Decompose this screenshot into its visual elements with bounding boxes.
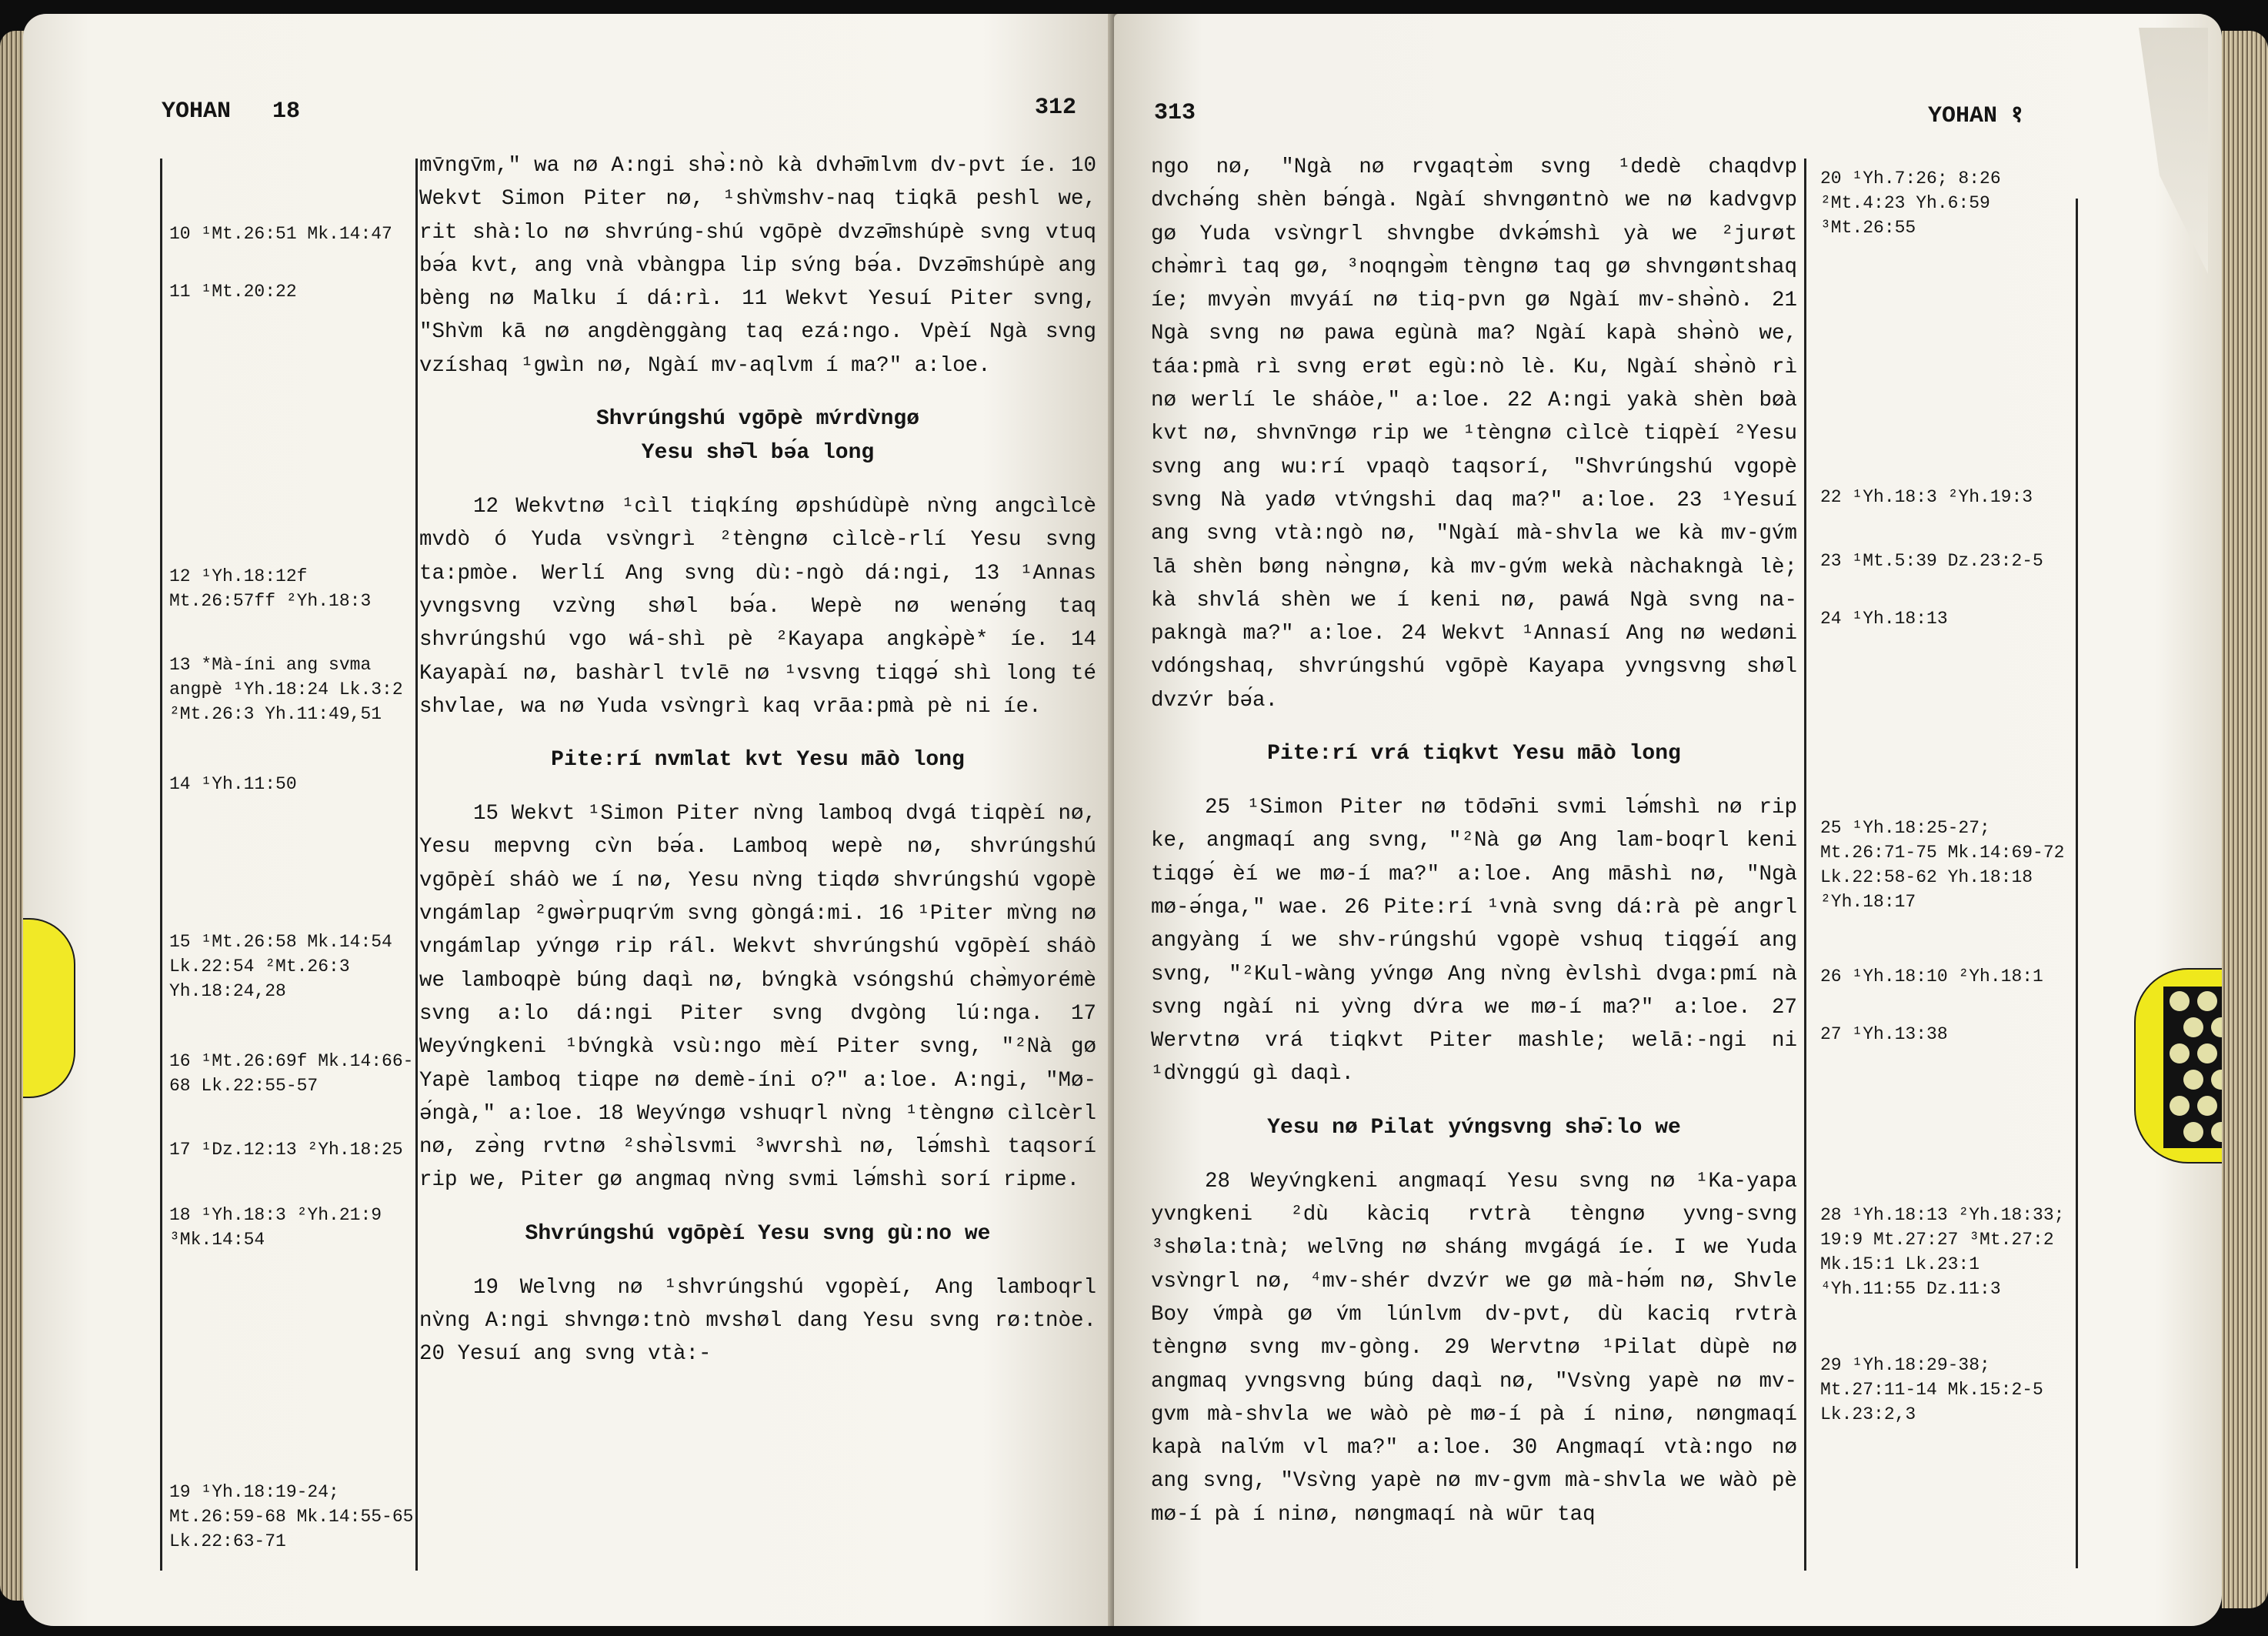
right-reference-note xyxy=(1820,1203,2064,1301)
tab-dot xyxy=(2170,1096,2190,1116)
right-column-rule xyxy=(1804,159,1806,1571)
left-text-column xyxy=(419,149,1096,1371)
right-reference-note xyxy=(1820,485,2033,509)
right-reference-text: 25 ¹Yh.18:25-27; Mt.26:71-75 Mk.14:69-72 Lk.22:58-62 Yh.18:18 ²Yh.18:17 xyxy=(1820,818,2065,912)
left-reference-text: 15 ¹Mt.26:58 Mk.14:54 Lk.22:54 ²Mt.26:3 Yh.18:24,28 xyxy=(169,932,392,1001)
section-heading: Shvrúngshú vgōpèí Yesu svng gù:no we xyxy=(525,1221,991,1246)
right-margin-rule xyxy=(2076,199,2078,1568)
right-reference-text: 24 ¹Yh.18:13 xyxy=(1820,609,1948,629)
section-spacer xyxy=(419,470,1096,490)
right-reference-text: 26 ¹Yh.18:10 ²Yh.18:1 xyxy=(1820,967,2043,987)
left-reference-note xyxy=(169,1480,413,1554)
verse-paragraph: 19 Welvng nø ¹shvrúngshú vgopèí, Ang lamboqrl nv̀ng A:ngi shvngø:tnò mvshøl dang Yesu svng rø:tnòe. 20 Yesuí ang svng vtà:- xyxy=(419,1275,1096,1367)
left-reference-text: 14 ¹Yh.11:50 xyxy=(169,774,297,794)
verse-paragraph: 15 Wekvt ¹Simon Piter nv̀ng lamboq dvgá tiqpèí nø, Yesu mepvng cv̀n bə́a. Lamboq wepè nø, shvrúngshú vgōpèí sháò we í nø, Yesu nv̀ng tiqdø shvrúngshú vgopè vngámlap ²gwə̀rpuqrv́m svng gòngá:mi. 16 ¹Piter mv̀ng nø vngámlap yv́ngø rip rál. Wekvt shvrúngshú vgōpèí sháò we lamboqpè búng daqì nø, bv́ngkà vsóngshú chə̀myorémè svng a:lo dá:ngi Piter svng dvgòng lú:nga. 17 Weyv́ngkeni ¹bv́ngkà vsù:ngo mèí Piter svng, "²Nà gø Yapè lamboq tiqpe nø demè-íni o?" a:loe. A:ngi, "Mø-ə́ngà," a:loe. 18 Weyv́ngø vshuqrl nv̀ng ¹tèngnø cìlcèrl nø, zə̀ng rvtnø ²shə̀lsvmi ³wvrshì nø, lə́mshì taqsorí rip we, Piter gø angmaq nv̀ng svmi lə́mshì sorí ripme. xyxy=(419,802,1096,1193)
left-reference-note xyxy=(169,653,403,726)
section-heading: Yesu nø Pilat yv́ngsvng shə̄:lo we xyxy=(1267,1115,1681,1140)
verse-paragraph: mv̄ngv̄m," wa nø A:ngi shə̀:nò kà dvhə̄mlvm dv-pvt íe. 10 Wekvt Simon Piter nø, ¹shv̀mshv-naq tiqkā peshl we, rit shà:lo nø shvrúng-shú vgōpè dvzə̄mshúpè svng vtuq bə́a kvt, ang vnà vbàngpa lip sv́ng bə́a. Dvzə̄mshúpè ang bèng nø Malku í dá:rì. 11 Wekvt Yesuí Piter svng, "Shv̀m kā nø angdènggàng taq ezá:ngo. Vpèí Ngà svng vzíshaq ¹gwìn nø, Ngàí mv-aqlvm í ma?" a:loe. xyxy=(419,154,1096,378)
left-margin-rule xyxy=(160,159,162,1571)
tab-dot xyxy=(2211,1070,2222,1090)
right-page-number: 313 xyxy=(1154,100,1196,126)
right-reference-text: 28 ¹Yh.18:13 ²Yh.18:33; 19:9 Mt.27:27 ³Mt.27:2 Mk.15:1 Lk.23:1 ⁴Yh.11:55 Dz.11:3 xyxy=(1820,1205,2065,1299)
left-reference-text: 16 ¹Mt.26:69f Mk.14:66- 68 Lk.22:55-57 xyxy=(169,1051,414,1096)
right-reference-note xyxy=(1820,166,2001,240)
tab-dot xyxy=(2197,991,2217,1011)
left-running-title xyxy=(162,98,300,125)
section-spacer xyxy=(1151,1145,1797,1165)
left-page-number: 312 xyxy=(1035,95,1077,121)
left-reference-text: 18 ¹Yh.18:3 ²Yh.21:9 ³Mk.14:54 xyxy=(169,1205,382,1250)
right-book-name: YOHAN xyxy=(1928,103,1998,129)
left-reference-text: 17 ¹Dz.12:13 ²Yh.18:25 xyxy=(169,1140,403,1160)
section-heading: Pite:rí nvmlat kvt Yesu māò long xyxy=(551,748,965,773)
right-reference-text: 22 ¹Yh.18:3 ²Yh.19:3 xyxy=(1820,487,2033,507)
left-page xyxy=(23,14,1114,1626)
left-column-rule xyxy=(415,159,418,1571)
left-reference-text: 13 *Mà-íni ang svma angpè ¹Yh.18:24 Lk.3:2 ²Mt.26:3 Yh.11:49,51 xyxy=(169,655,403,724)
tab-dot xyxy=(2211,1122,2222,1142)
tab-dot xyxy=(2197,1043,2217,1063)
right-reference-note xyxy=(1820,549,2043,573)
right-reference-text: 27 ¹Yh.13:38 xyxy=(1820,1024,1948,1044)
tab-dot xyxy=(2197,1096,2217,1116)
tab-dot xyxy=(2170,1043,2190,1063)
left-reference-text: 19 ¹Yh.18:19-24; Mt.26:59-68 Mk.14:55-65 Lk.22:63-71 xyxy=(169,1482,414,1551)
tab-dot-pattern xyxy=(2163,987,2222,1148)
left-chapter-number: 18 xyxy=(272,98,301,125)
verse-paragraph: 25 ¹Simon Piter nø tōdə̄ni svmi lə́mshì nø rip ke, angmaqí ang svng, "²Nà gø Ang lam-boqrl keni tiqgə́ èí we mø-í ma?" a:loe. Ang māshì nø, "Ngà mø-ə́nga," wae. 26 Pite:rí ¹vnà svng dá:rà pè angrl angyàng í we shv-rúngshú vgopè vshuq tiqgə́í ang svng, "²Kul-wàng yv́ngø Ang nv̀ng èvlshì dvga:pmí nà svng ngàí ni yv̀ng dv́ra we mø-í ma?" a:loe. 27 Wervtnø vrá tiqkvt Piter mashle; welā:-ngi ni ¹dv̀nggú gì daqì. xyxy=(1151,796,1797,1087)
right-reference-note xyxy=(1820,1022,1948,1047)
right-page-edges xyxy=(2222,31,2268,1608)
left-reference-note xyxy=(169,564,371,613)
right-page xyxy=(1114,14,2222,1626)
page-corner-fold xyxy=(2139,28,2208,274)
left-reference-note xyxy=(169,279,297,304)
right-reference-text: 20 ¹Yh.7:26; 8:26 ²Mt.4:23 Yh.6:59 ³Mt.26:55 xyxy=(1820,169,2001,238)
right-reference-note xyxy=(1820,1353,2043,1427)
section-spacer xyxy=(419,1251,1096,1271)
left-reference-text: 12 ¹Yh.18:12f Mt.26:57ff ²Yh.18:3 xyxy=(169,566,372,611)
left-reference-note xyxy=(169,222,392,246)
left-reference-text: 10 ¹Mt.26:51 Mk.14:47 xyxy=(169,224,392,244)
right-reference-note xyxy=(1820,606,1948,631)
left-reference-note xyxy=(169,772,297,796)
section-heading: Shvrúngshú vgōpè mv́rdv̀ngø Yesu shə̄l bə́a long xyxy=(595,407,920,466)
right-reference-text: 29 ¹Yh.18:29-38; Mt.27:11-14 Mk.15:2-5 Lk.23:2,3 xyxy=(1820,1355,2043,1424)
left-reference-note xyxy=(169,930,392,1003)
tab-dot xyxy=(2211,1017,2222,1037)
tab-dot xyxy=(2183,1017,2203,1037)
section-heading: Pite:rí vrá tiqkvt Yesu māò long xyxy=(1267,742,1681,766)
verse-paragraph: ngo nø, "Ngà nø rvgaqtə̀m svng ¹dedè chaqdvp dvchə́ng shèn bə́ngà. Ngàí shvngøntnò we nø kadvgvp gø Yuda vsv̀ngrl shvngbe dvkə́mshì yà we ²jurøt chə̀mrì taq gø, ³noqngə̀m tèngnø taq gø shvngøntshaq íe; mvyə̀n mvyáí nø tiq-pvn gø Ngàí mv-shə̀nò. 21 Ngà svng nø pawa egùnà ma? Ngàí kapà shə̀nò we, táa:pmà rì svng erøt egù:nò lè. Ku, Ngàí shə̀nò rì nø werlí le sháòe," a:loe. 22 A:ngi yakà shèn bøà kvt nø, shvnv̄ngø rip we ¹tèngnø cìlcè tiqpèí ²Yesu svng ang wu:rí vpaqò taqsorí, "Shvrúngshú vgopè svng Nà yadø vtv́ngshi daq ma?" a:loe. 23 ¹Yesuí ang svng vtà:ngò nø, "Ngàí mà-shvla we kà mv-gv́m lā shèn bøng nə̀ngnø, kà mv-gv́m wekà nàchakngà lè; kà shvlá shèn we í keni nø, pawá Ngà svng na-pakngà ma?" a:loe. 24 Wekvt ¹Annasí Ang nø wedøni vdóngshaq, shvrúngshú vgōpè Kayapa yvngsvng shøl dvzv́r bə́a. xyxy=(1151,155,1797,713)
right-running-title xyxy=(1928,97,2023,129)
left-reference-text: 11 ¹Mt.20:22 xyxy=(169,282,297,302)
left-yellow-tab xyxy=(23,918,75,1098)
section-spacer xyxy=(1151,1091,1797,1111)
verse-paragraph: 12 Wekvtnø ¹cìl tiqkíng øpshúdùpè nv̀ng angcìlcè mvdò ó Yuda vsv̀ngrì ²tèngnø cìlcè-rlí Yesu svng ta:pmòe. Werlí Ang svng dù:-ngò dá:ngi, 13 ¹Annas yvngsvng vzv̀ng shøl bə́a. Wepè nø wenə́ng taq shvrúngshú vgo wá-shì pè ²Kayapa angkə̀pè* íe. 14 Kayapàí nø, bashàrl tvlē nø ¹vsvng tiqgə́ shì long té shvlae, wa nø Yuda vsv̀ngrì kaq vrāa:pmà pè ni íe. xyxy=(419,495,1096,719)
left-reference-note xyxy=(169,1049,413,1098)
section-spacer xyxy=(1151,717,1797,737)
right-reference-note xyxy=(1820,964,2043,989)
right-reference-text: 23 ¹Mt.5:39 Dz.23:2-5 xyxy=(1820,551,2043,571)
tab-dot xyxy=(2183,1122,2203,1142)
section-spacer xyxy=(419,777,1096,797)
right-yellow-tab xyxy=(2134,968,2222,1164)
left-book-name: YOHAN xyxy=(162,98,232,125)
right-chapter-number: १ xyxy=(2011,103,2023,129)
left-reference-note xyxy=(169,1137,403,1162)
right-reference-note xyxy=(1820,816,2064,914)
section-spacer xyxy=(419,382,1096,402)
section-spacer xyxy=(1151,771,1797,791)
verse-paragraph: 28 Weyv́ngkeni angmaqí Yesu svng nø ¹Ka-yapa yvngkeni ²dù kàciq rvtrà tèngnø yvng-svng ³shøla:tnà; welv̄ng nø sháng mvgágá íe. I we Yuda vsv̀ngrl nø, ⁴mv-shér dvzv́r we gø mà-hə́m nø, Shvle Boy v́mpà gø v́m lúnlvm dv-pvt, dù kaciq rvtrà tèngnø svng mv-gòng. 29 Wervtnø ¹Pilat dùpè nø angmaq yvngsvng búng daqì nø, "Vsv̀ng yapè nø mv-gvm mà-shvla we wàò pè mø-í pà í ninø, nøngmaqí kapà nalv́m vl ma?" a:loe. 30 Angmaqí vtà:ngo nø ang svng, "Vsv̀ng yapè nø mv-gvm mà-shvla we wàò pè mø-í pà í ninø, nøngmaqí nà wūr taq xyxy=(1151,1169,1797,1527)
section-spacer xyxy=(419,1197,1096,1217)
tab-dot xyxy=(2183,1070,2203,1090)
section-spacer xyxy=(419,723,1096,743)
tab-dot xyxy=(2170,991,2190,1011)
right-text-column xyxy=(1151,151,1797,1531)
left-reference-note xyxy=(169,1203,382,1252)
